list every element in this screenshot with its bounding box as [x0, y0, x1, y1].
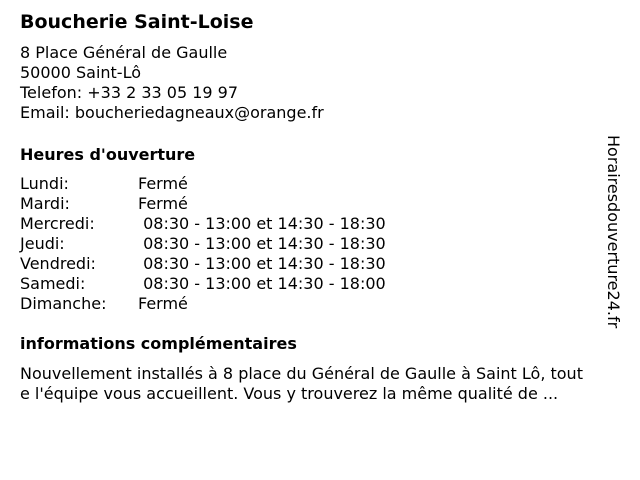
- opening-hours-table: [20, 174, 386, 314]
- day-hours: Fermé: [138, 194, 188, 213]
- hours-heading: Heures d'ouverture: [20, 145, 196, 164]
- hours-row-dimanche: [20, 294, 386, 314]
- day-label: Lundi:: [20, 174, 69, 193]
- day-hours: 08:30 - 13:00 et 14:30 - 18:00: [138, 274, 386, 293]
- shop-name: Boucherie Saint-Loise: [20, 11, 254, 33]
- hours-row-mardi: [20, 194, 386, 214]
- address-block: [20, 43, 324, 123]
- hours-row-samedi: [20, 274, 386, 294]
- hours-row-mercredi: [20, 214, 386, 234]
- description-line-2: e l'équipe vous accueillent. Vous y trouverez la même qualité de ...: [20, 384, 559, 403]
- day-label: Samedi:: [20, 274, 86, 293]
- address-city: 50000 Saint-Lô: [20, 63, 141, 82]
- info-heading: informations complémentaires: [20, 334, 297, 353]
- address-street: 8 Place Général de Gaulle: [20, 43, 228, 62]
- phone-number: Telefon: +33 2 33 05 19 97: [20, 83, 239, 102]
- hours-row-lundi: [20, 174, 386, 194]
- day-label: Jeudi:: [20, 234, 65, 253]
- day-label: Mardi:: [20, 194, 70, 213]
- hours-row-vendredi: [20, 254, 386, 274]
- day-label: Mercredi:: [20, 214, 95, 233]
- day-hours: Fermé: [138, 294, 188, 313]
- description-line-1: Nouvellement installés à 8 place du Général de Gaulle à Saint Lô, tout: [20, 364, 583, 383]
- description-text: [20, 364, 632, 404]
- day-hours: 08:30 - 13:00 et 14:30 - 18:30: [138, 234, 386, 253]
- day-hours: 08:30 - 13:00 et 14:30 - 18:30: [138, 254, 386, 273]
- day-hours: Fermé: [138, 174, 188, 193]
- site-watermark: Horairesdouverture24.fr: [604, 135, 623, 329]
- day-label: Vendredi:: [20, 254, 96, 273]
- day-hours: 08:30 - 13:00 et 14:30 - 18:30: [138, 214, 386, 233]
- day-label: Dimanche:: [20, 294, 107, 313]
- email-address: Email: boucheriedagneaux@orange.fr: [20, 103, 324, 122]
- hours-row-jeudi: [20, 234, 386, 254]
